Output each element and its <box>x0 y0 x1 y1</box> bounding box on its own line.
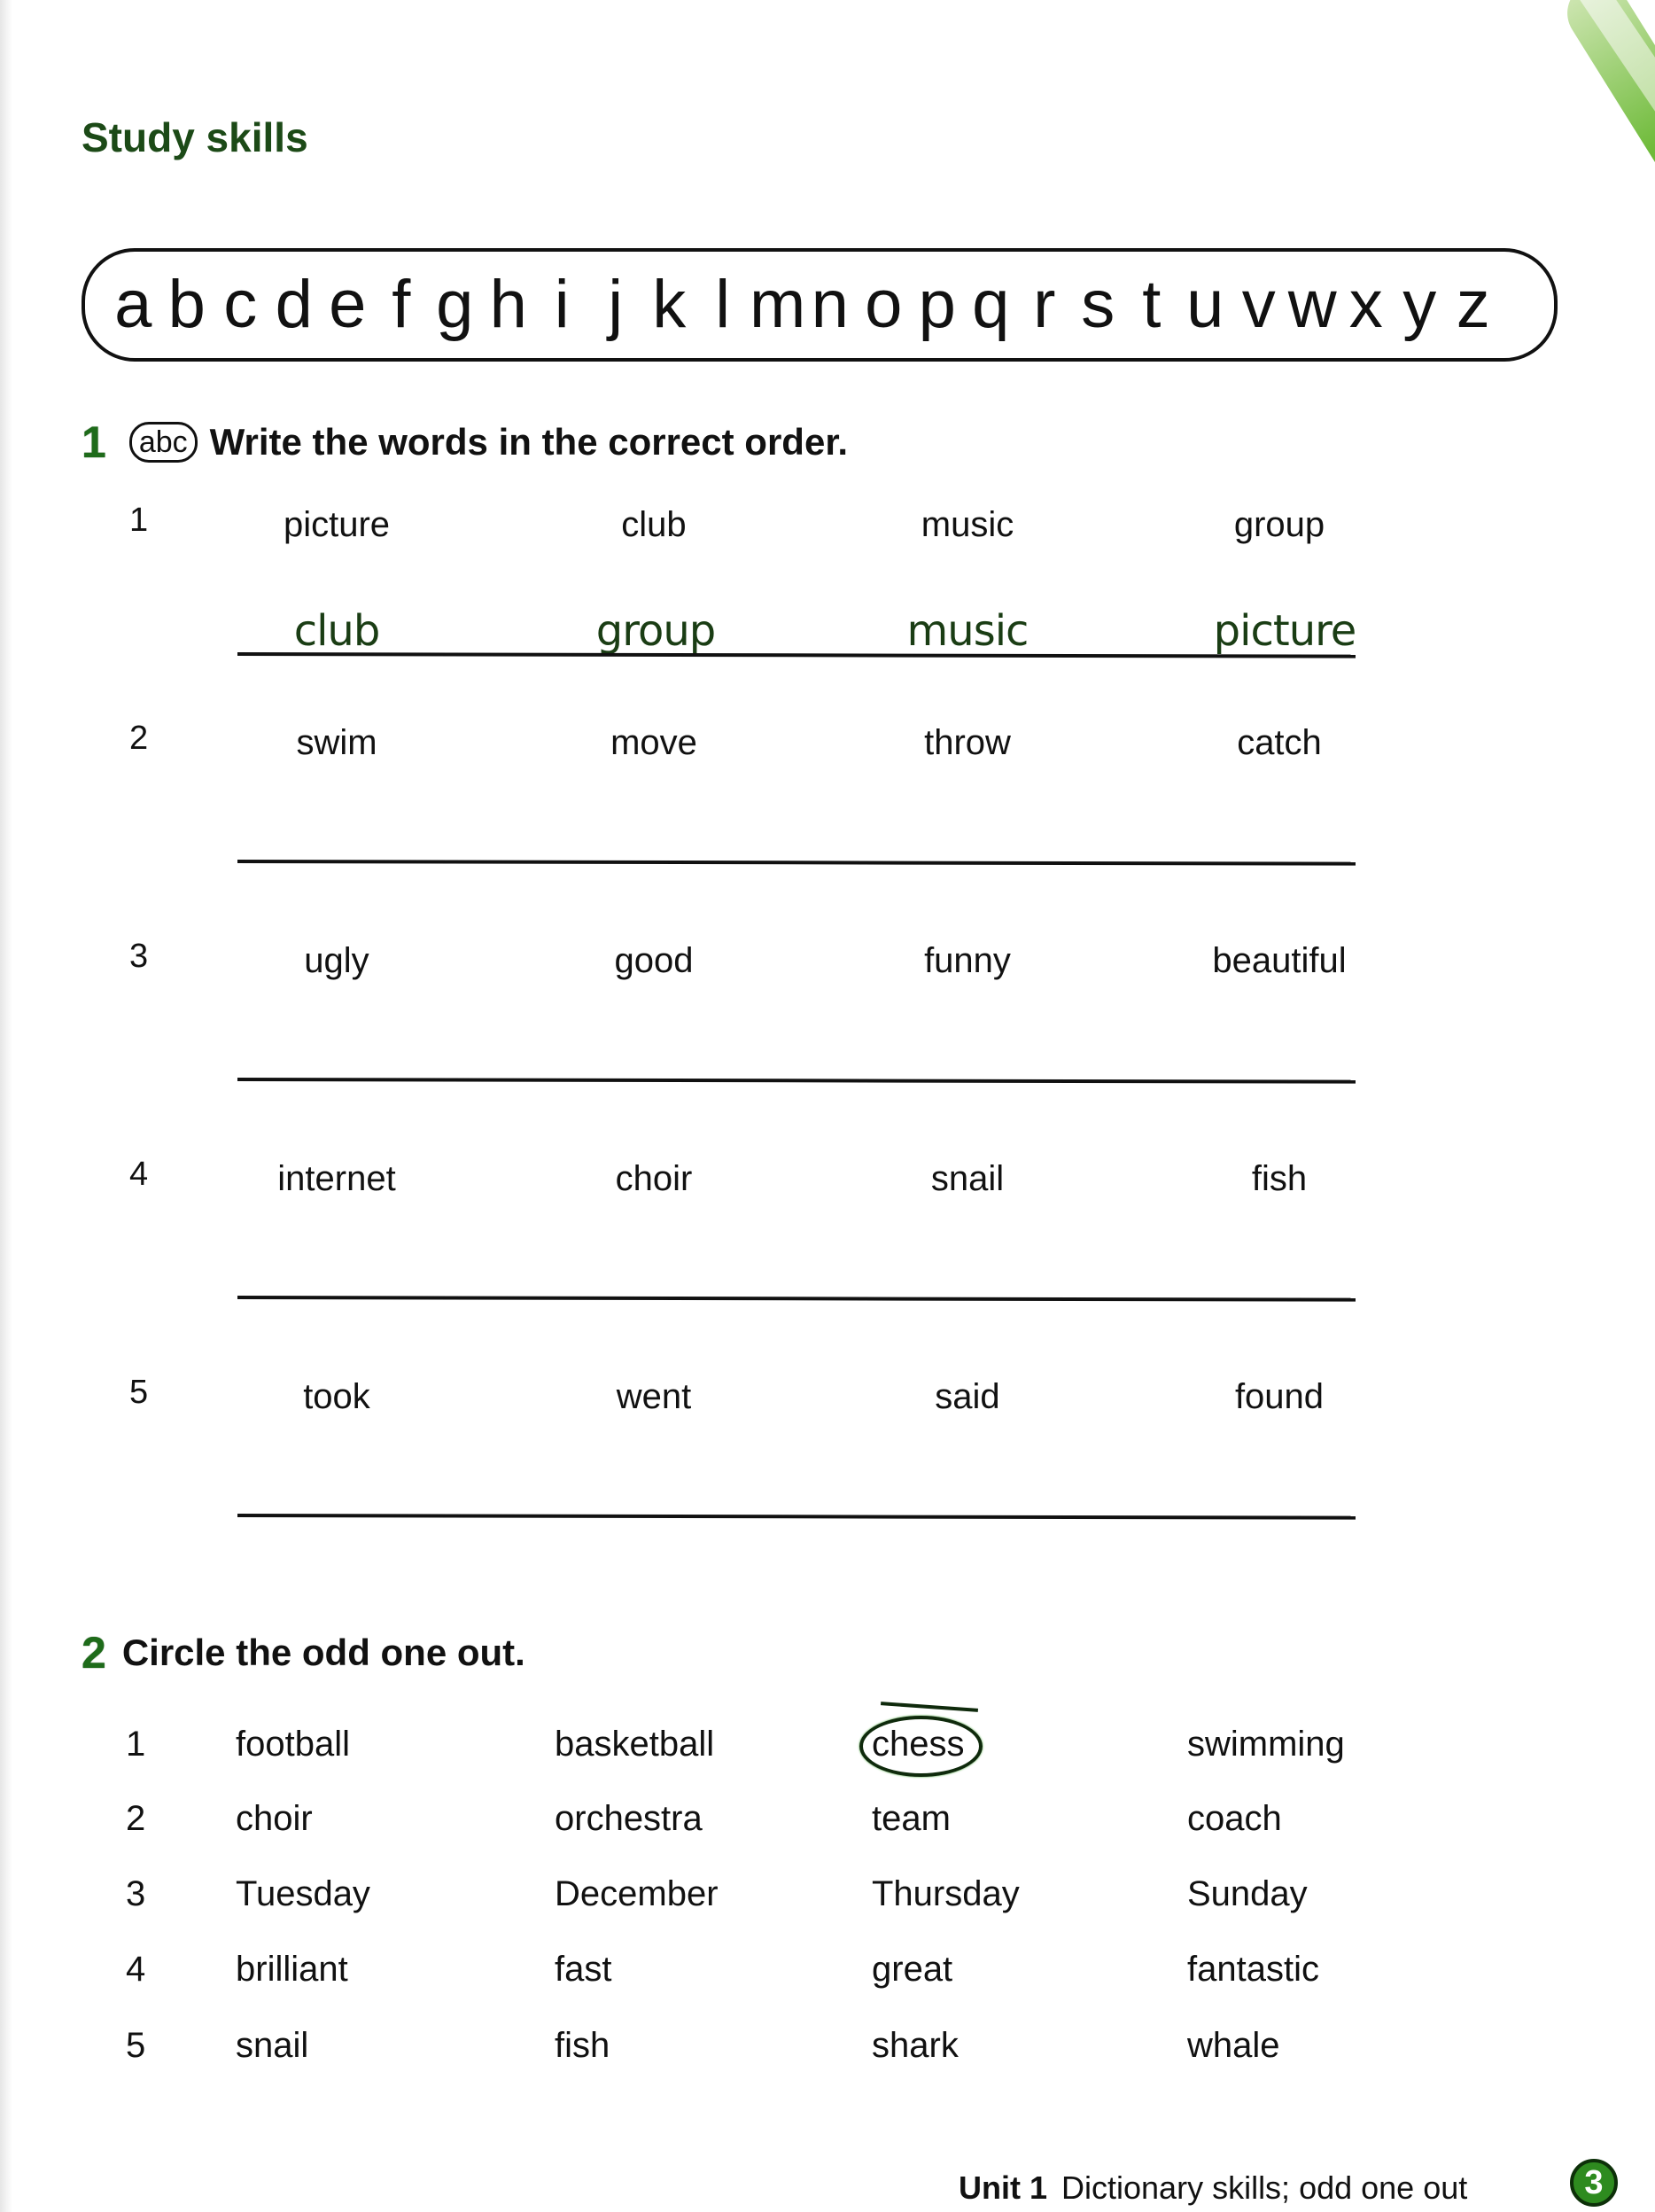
word-option[interactable]: fantastic <box>1187 1950 1319 1989</box>
word-option-circled[interactable] <box>872 1725 965 1764</box>
alphabet-letter: z <box>1456 267 1490 342</box>
word: fish <box>1251 1159 1308 1198</box>
word: picture <box>283 505 391 544</box>
circled-answer: chess <box>872 1725 965 1764</box>
handwritten-answer: group <box>595 606 716 656</box>
row-number: 3 <box>129 938 149 975</box>
word: took <box>303 1377 370 1416</box>
handwritten-answer: club <box>293 606 380 656</box>
word-option[interactable]: coach <box>1187 1799 1282 1838</box>
odd-one-out-row <box>122 1950 1451 2003</box>
word-option[interactable]: brilliant <box>236 1950 348 1989</box>
word: swim <box>296 723 377 762</box>
answer-line[interactable] <box>237 1078 1356 1084</box>
alphabet-letter: x <box>1348 267 1383 342</box>
exercise-instruction: Write the words in the correct order. <box>209 421 849 463</box>
word: went <box>616 1377 692 1416</box>
word-option[interactable]: Thursday <box>872 1874 1020 1913</box>
word-option[interactable]: fast <box>555 1950 612 1989</box>
alphabet-letter: o <box>865 267 903 342</box>
word-option[interactable]: Sunday <box>1187 1874 1308 1913</box>
word-option[interactable]: great <box>872 1950 953 1989</box>
order-row <box>124 1374 1364 1586</box>
order-row <box>124 502 1364 714</box>
alphabet-letter: q <box>972 267 1010 342</box>
exercise-number: 2 <box>82 1628 106 1678</box>
alphabet-letter: a <box>114 267 152 342</box>
alphabet-letter: l <box>715 267 731 342</box>
row-number: 1 <box>129 502 149 539</box>
word-option[interactable]: Tuesday <box>236 1874 370 1913</box>
alphabet-letter: r <box>1033 267 1056 342</box>
order-row <box>124 1156 1364 1368</box>
alphabet-letter: i <box>554 267 570 342</box>
exercise-number: 1 <box>82 417 106 467</box>
word: ugly <box>304 941 369 980</box>
alphabet-letter: k <box>652 267 687 342</box>
section-title: Study skills <box>82 114 308 160</box>
answer-line[interactable] <box>237 860 1356 866</box>
alphabet-letter: u <box>1186 267 1224 342</box>
alphabet-letter: h <box>489 267 527 342</box>
alphabet-letter: j <box>608 267 624 342</box>
word: move <box>610 723 697 762</box>
word: said <box>935 1377 1000 1416</box>
exercise-1-heading <box>82 417 848 468</box>
alphabet-letter: g <box>436 267 474 342</box>
word-option[interactable]: team <box>872 1799 951 1838</box>
word-option[interactable]: swimming <box>1187 1725 1345 1764</box>
word-option[interactable]: basketball <box>555 1725 715 1764</box>
word: club <box>621 505 687 544</box>
row-number: 1 <box>126 1725 146 1764</box>
word-option[interactable]: orchestra <box>555 1799 703 1838</box>
alphabet-letter: s <box>1081 267 1115 342</box>
word-option[interactable]: choir <box>236 1799 313 1838</box>
word: music <box>921 505 1014 544</box>
handwritten-answer: picture <box>1213 606 1356 656</box>
exercise-instruction: Circle the odd one out. <box>121 1632 525 1673</box>
word-option[interactable]: December <box>555 1874 719 1913</box>
word-option[interactable]: football <box>236 1725 350 1764</box>
row-number: 4 <box>126 1950 146 1989</box>
word: catch <box>1237 723 1322 762</box>
odd-one-out-row <box>122 2026 1451 2079</box>
answer-line[interactable] <box>237 1296 1356 1302</box>
alphabet-letter: d <box>275 267 313 342</box>
word: snail <box>930 1159 1005 1198</box>
abc-dictionary-icon: abc <box>129 422 198 463</box>
word: funny <box>924 941 1011 980</box>
word: found <box>1234 1377 1325 1416</box>
page-footer <box>959 2169 1467 2207</box>
word: throw <box>924 723 1011 762</box>
unit-label: Unit 1 <box>959 2169 1048 2206</box>
word: group <box>1233 505 1325 544</box>
alphabet-letter: v <box>1241 267 1276 342</box>
alphabet-letter: f <box>392 267 411 342</box>
alphabet-letters <box>106 267 1500 342</box>
alphabet-letter: w <box>1287 267 1337 342</box>
row-number: 5 <box>126 2026 146 2065</box>
alphabet-letter: e <box>329 267 367 342</box>
row-number: 4 <box>129 1156 149 1193</box>
odd-one-out-row <box>122 1725 1451 1778</box>
odd-one-out-row <box>122 1874 1451 1928</box>
word-option[interactable]: snail <box>236 2026 309 2065</box>
word: choir <box>615 1159 693 1198</box>
word-option[interactable]: fish <box>555 2026 610 2065</box>
row-number: 2 <box>129 720 149 757</box>
answer-line[interactable] <box>237 1514 1356 1520</box>
row-number: 2 <box>126 1799 146 1838</box>
word: beautiful <box>1212 941 1347 980</box>
scan-edge-shadow <box>0 0 12 2212</box>
row-number: 5 <box>129 1374 149 1411</box>
row-number: 3 <box>126 1874 146 1913</box>
unit-topic: Dictionary skills; odd one out <box>1061 2169 1468 2206</box>
alphabet-letter: y <box>1402 267 1437 342</box>
exercise-2-heading <box>82 1627 525 1678</box>
alphabet-strip <box>82 248 1558 362</box>
order-row <box>124 720 1364 932</box>
page-number-badge: 3 <box>1570 2159 1618 2207</box>
handwritten-answer: music <box>906 606 1029 656</box>
alphabet-letter: n <box>811 267 849 342</box>
alphabet-letter: b <box>167 267 206 342</box>
alphabet-letter: m <box>750 267 806 342</box>
odd-one-out-row <box>122 1799 1451 1852</box>
word: good <box>614 941 694 980</box>
order-row <box>124 938 1364 1150</box>
alphabet-letter: p <box>918 267 956 342</box>
word-option[interactable]: shark <box>872 2026 959 2065</box>
alphabet-letter: c <box>223 267 258 342</box>
leaf-decoration-icon <box>1531 0 1655 213</box>
word-option[interactable]: whale <box>1187 2026 1280 2065</box>
word: internet <box>277 1159 396 1198</box>
alphabet-letter: t <box>1142 267 1162 342</box>
